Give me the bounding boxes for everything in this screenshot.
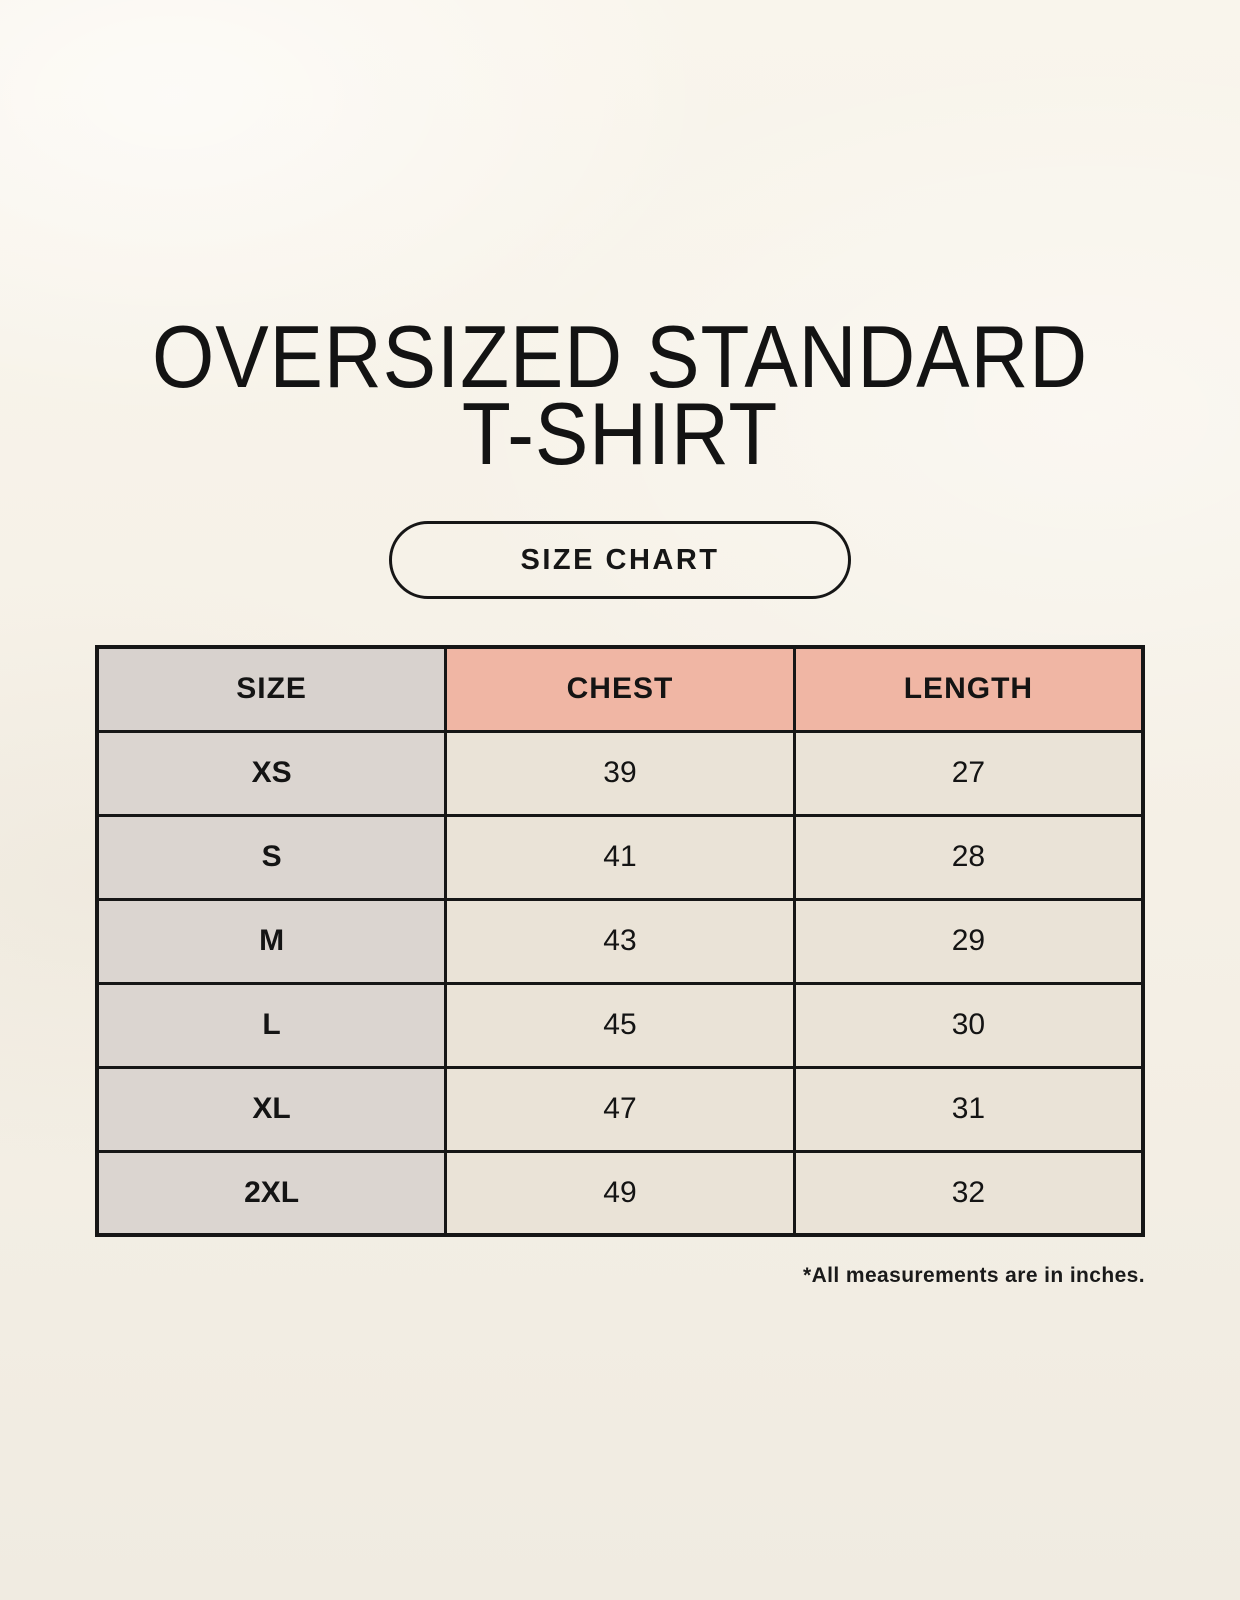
- length-value: 27: [794, 731, 1143, 815]
- size-label: XS: [97, 731, 446, 815]
- size-label: M: [97, 899, 446, 983]
- length-value: 32: [794, 1151, 1143, 1235]
- page-title-line-1: OVERSIZED STANDARD: [152, 307, 1088, 406]
- measurements-footnote: *All measurements are in inches.: [803, 1264, 1145, 1287]
- size-label: S: [97, 815, 446, 899]
- size-label: 2XL: [97, 1151, 446, 1235]
- page-title: [56, 307, 1184, 483]
- length-value: 31: [794, 1067, 1143, 1151]
- header-row: [97, 647, 1143, 731]
- table-row-s: [97, 815, 1143, 899]
- chest-value: 49: [446, 1151, 795, 1235]
- size-label: XL: [97, 1067, 446, 1151]
- size-table-header: [97, 647, 1143, 731]
- header-cell-length: LENGTH: [794, 647, 1143, 731]
- table-row-l: [97, 983, 1143, 1067]
- table-row-m: [97, 899, 1143, 983]
- chest-value: 47: [446, 1067, 795, 1151]
- header-cell-chest: CHEST: [446, 647, 795, 731]
- chest-value: 41: [446, 815, 795, 899]
- table-row-xs: [97, 731, 1143, 815]
- header-cell-size: SIZE: [97, 647, 446, 731]
- length-value: 30: [794, 983, 1143, 1067]
- size-chart-badge[interactable]: [389, 521, 851, 599]
- length-value: 29: [794, 899, 1143, 983]
- chest-value: 43: [446, 899, 795, 983]
- length-value: 28: [794, 815, 1143, 899]
- size-label: L: [97, 983, 446, 1067]
- size-chart-badge-label: SIZE CHART: [520, 543, 720, 576]
- chest-value: 39: [446, 731, 795, 815]
- table-row-xl: [97, 1067, 1143, 1151]
- page-title-line-2: T-SHIRT: [461, 384, 779, 483]
- size-table: [95, 645, 1145, 1237]
- table-row-2xl: [97, 1151, 1143, 1235]
- chest-value: 45: [446, 983, 795, 1067]
